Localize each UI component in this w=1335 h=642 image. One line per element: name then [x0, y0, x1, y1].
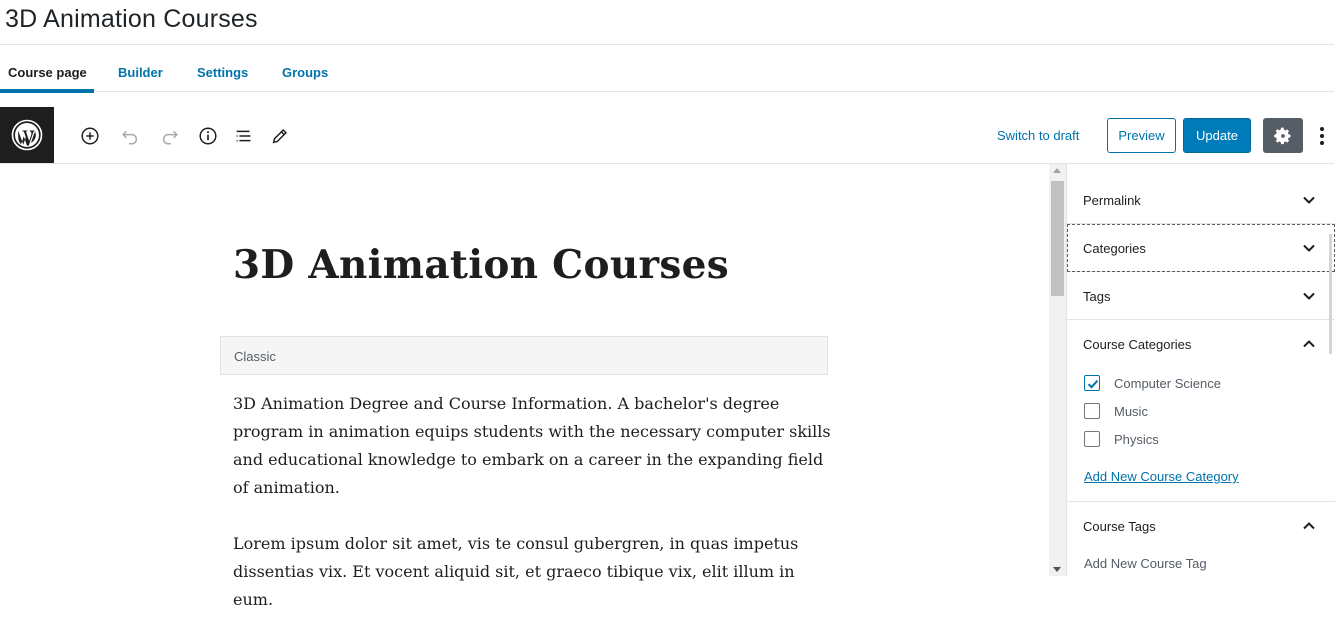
panel-label: Categories	[1083, 241, 1146, 256]
list-view-icon[interactable]	[232, 124, 256, 148]
editor-toolbar	[0, 107, 1334, 164]
wordpress-icon	[11, 119, 43, 151]
more-vertical-icon	[1319, 126, 1325, 146]
add-block-icon[interactable]	[78, 124, 102, 148]
panel-tags[interactable]	[1067, 272, 1335, 320]
category-option-music[interactable]	[1084, 401, 1148, 421]
active-tab-indicator	[0, 89, 94, 93]
tab-course-page[interactable]: Course page	[8, 65, 87, 80]
tab-settings[interactable]: Settings	[197, 65, 249, 80]
checkmark-icon	[1086, 377, 1100, 391]
panel-label: Course Categories	[1083, 337, 1192, 352]
wordpress-logo-button[interactable]	[0, 107, 54, 163]
panel-course-tags[interactable]	[1067, 502, 1335, 550]
scroll-down-arrow-icon[interactable]	[1053, 567, 1061, 572]
scroll-up-arrow-icon[interactable]	[1053, 168, 1061, 173]
content-paragraph: Lorem ipsum dolor sit amet, vis te consul gubergren, in quas impetus dissentias vix. Et vocent aliquid sit, et graeco tibique vix, elit illum in eum.	[233, 534, 799, 609]
category-option-physics[interactable]	[1084, 429, 1159, 449]
info-icon[interactable]	[196, 124, 220, 148]
settings-button[interactable]	[1263, 118, 1303, 153]
panel-permalink[interactable]	[1067, 176, 1335, 224]
chevron-down-icon	[1301, 288, 1317, 304]
panel-course-categories[interactable]	[1067, 320, 1335, 368]
category-option-computer-science[interactable]	[1084, 373, 1221, 393]
checkbox-label: Physics	[1114, 431, 1159, 447]
post-title[interactable]: 3D Animation Courses	[233, 242, 729, 288]
editor-scrollbar[interactable]	[1049, 164, 1066, 576]
panel-categories[interactable]	[1067, 224, 1335, 272]
chevron-down-icon	[1301, 240, 1317, 256]
sidebar-scrollbar[interactable]	[1329, 234, 1332, 354]
edit-tools-icon[interactable]	[268, 124, 292, 148]
panel-label: Permalink	[1083, 193, 1141, 208]
page-header	[0, 0, 1334, 45]
chevron-down-icon	[1301, 192, 1317, 208]
chevron-up-icon	[1301, 336, 1317, 352]
more-options-button[interactable]	[1314, 124, 1330, 148]
gear-icon	[1273, 126, 1293, 146]
content-paragraph: 3D Animation Degree and Course Information. A bachelor's degree program in animation equips students with the necessary computer skills and educational knowledge to embark on a career in the expanding field of animation.	[233, 394, 831, 497]
course-tabs	[0, 45, 1334, 92]
redo-icon[interactable]	[158, 124, 182, 148]
preview-button[interactable]: Preview	[1107, 118, 1176, 153]
panel-label: Tags	[1083, 289, 1111, 304]
add-new-course-tag-label: Add New Course Tag	[1084, 556, 1207, 571]
checkbox-checked[interactable]	[1084, 375, 1100, 391]
classic-block-toolbar[interactable]	[220, 336, 828, 375]
checkbox[interactable]	[1084, 403, 1100, 419]
switch-to-draft-button[interactable]: Switch to draft	[997, 128, 1080, 143]
settings-sidebar	[1066, 164, 1334, 576]
panel-label: Course Tags	[1083, 519, 1156, 534]
checkbox-label: Computer Science	[1114, 375, 1221, 391]
classic-block-content[interactable]	[233, 390, 833, 642]
scroll-thumb[interactable]	[1051, 181, 1064, 296]
undo-icon[interactable]	[118, 124, 142, 148]
classic-block-label: Classic	[234, 349, 276, 364]
add-new-course-category-link[interactable]: Add New Course Category	[1084, 469, 1239, 484]
tab-builder[interactable]: Builder	[118, 65, 163, 80]
chevron-up-icon	[1301, 518, 1317, 534]
editor-canvas	[0, 164, 1049, 609]
checkbox-label: Music	[1114, 403, 1148, 419]
page-title: 3D Animation Courses	[5, 5, 258, 33]
update-button[interactable]: Update	[1183, 118, 1251, 153]
checkbox[interactable]	[1084, 431, 1100, 447]
tab-groups[interactable]: Groups	[282, 65, 329, 80]
